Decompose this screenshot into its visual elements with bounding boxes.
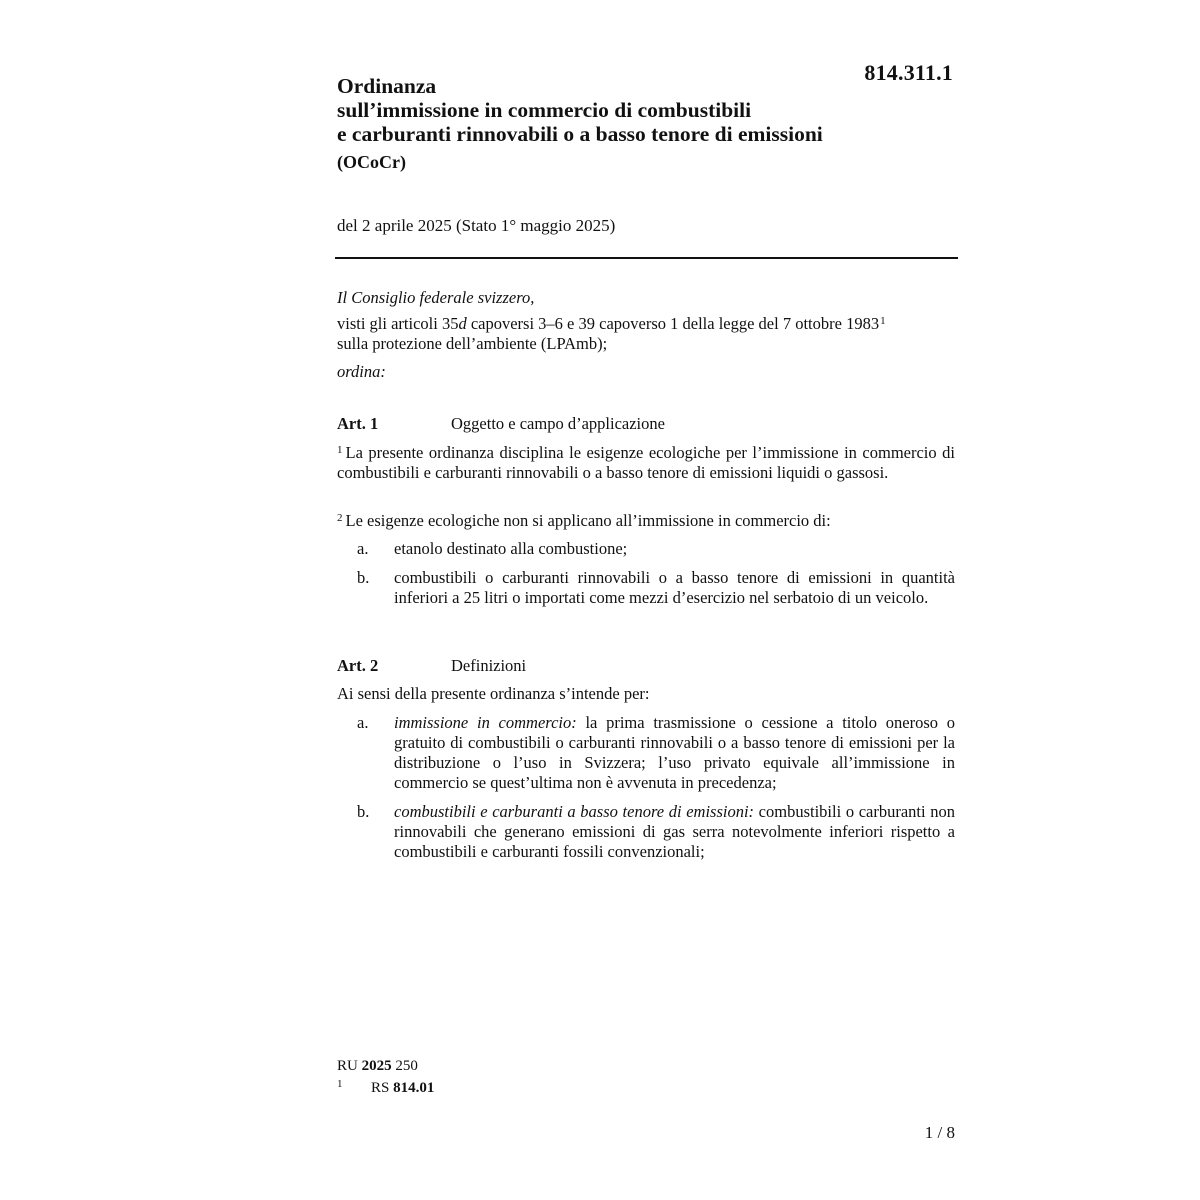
list-letter: b.: [357, 568, 370, 587]
list-letter: a.: [357, 713, 369, 732]
article-2-intro: Ai sensi della presente ordinanza s’intende per:: [337, 684, 650, 703]
definition-text: la prima trasmissione o cessione a titolo oneroso o gratuito di combustibili o carburanti rinnovabili o a basso tenore di emissioni per la distribuzione o l’uso in Svizzera; l’uso privato equivale all’immissione in commercio se quest’ultima non è avvenuta in precedenza;: [394, 713, 955, 792]
article-title: Definizioni: [451, 656, 527, 675]
ru-year: 2025: [361, 1058, 392, 1074]
legal-basis-text: visti gli articoli 35: [337, 314, 459, 333]
list-text: [394, 713, 955, 793]
document-title: [337, 74, 937, 146]
ru-page: 250: [395, 1058, 418, 1074]
preamble-ordina: ordina:: [337, 362, 386, 381]
paragraph-text: Le esigenze ecologiche non si applicano all’immissione in commercio di:: [345, 511, 831, 530]
header-divider: [335, 257, 958, 259]
document-abbreviation: (OCoCr): [337, 152, 406, 172]
legal-basis-line2: sulla protezione dell’ambiente (LPAmb);: [337, 334, 608, 353]
article-1-heading: [337, 414, 665, 434]
paragraph-text: La presente ordinanza disciplina le esigenze ecologiche per l’immissione in commercio di combustibili e carburanti rinnovabili o a basso tenore di emissioni liquidi o gassosi.: [337, 443, 955, 482]
title-line: sull’immissione in commercio di combustibili: [337, 98, 752, 122]
document-date: del 2 aprile 2025 (Stato 1° maggio 2025): [337, 216, 616, 235]
footnote-reference-number[interactable]: 814.01: [393, 1080, 435, 1096]
definition-text: combustibili o carburanti non rinnovabili che generano emissioni di gas serra notevolmente inferiori rispetto a combustibili e carburanti fossili convenzionali;: [394, 802, 955, 861]
page-number: 1 / 8: [924, 1123, 955, 1142]
list-item: [357, 568, 955, 608]
list-letter: b.: [357, 802, 370, 821]
defined-term: combustibili e carburanti a basso tenore di emissioni:: [394, 802, 755, 821]
legal-basis-text-cont: capoversi 3–6 e 39 capoverso 1 della legge del 7 ottobre 1983: [466, 314, 880, 333]
preamble-legal-basis: [337, 314, 955, 354]
footnote-number: 1: [337, 1078, 343, 1090]
preamble-authority: Il Consiglio federale svizzero,: [337, 288, 535, 307]
paragraph-number: 2: [337, 512, 343, 524]
ru-prefix: RU: [337, 1058, 358, 1074]
article-number: Art. 1: [337, 414, 379, 433]
title-line: Ordinanza: [337, 74, 437, 98]
footnote-prefix: RS: [371, 1080, 390, 1096]
article-1-paragraph-2: [337, 511, 955, 531]
list-text: combustibili o carburanti rinnovabili o a basso tenore di emissioni in quantità inferiori a 25 litri o importati come mezzi d’esercizio nel serbatoio di un veicolo.: [394, 568, 955, 607]
footnote: [337, 1078, 434, 1097]
article-title: Oggetto e campo d’applicazione: [451, 414, 665, 433]
article-2-heading: [337, 656, 526, 676]
official-collection-reference: [337, 1058, 418, 1075]
list-text: [394, 802, 955, 862]
legal-basis-letter: d: [458, 314, 467, 333]
list-item: [357, 802, 955, 862]
article-number: Art. 2: [337, 656, 379, 675]
list-text: etanolo destinato alla combustione;: [394, 539, 628, 558]
paragraph-number: 1: [337, 444, 343, 456]
sr-number: 814.311.1: [864, 60, 953, 85]
list-letter: a.: [357, 539, 369, 558]
footnote-reference[interactable]: 1: [880, 315, 886, 327]
title-line: e carburanti rinnovabili o a basso tenore di emissioni: [337, 122, 823, 146]
article-1-paragraph-1: [337, 443, 955, 483]
defined-term: immissione in commercio:: [394, 713, 577, 732]
list-item: [357, 713, 955, 793]
list-item: [357, 539, 955, 559]
